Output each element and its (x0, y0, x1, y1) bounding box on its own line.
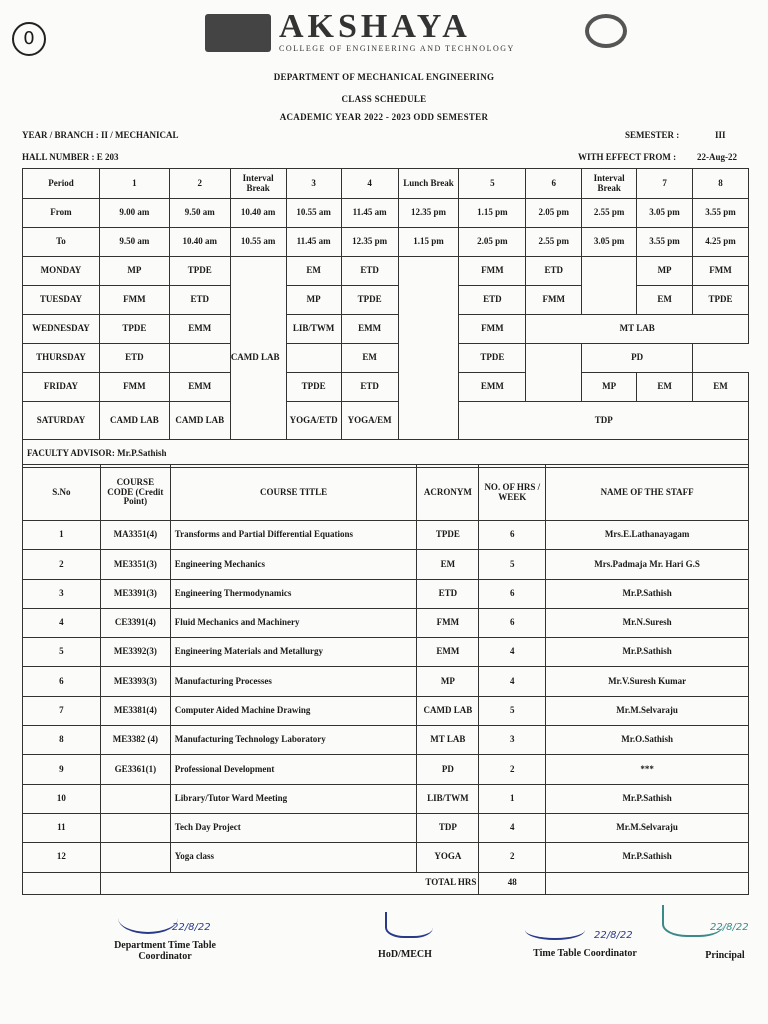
course-title-cell: Transforms and Partial Differential Equations (170, 521, 417, 550)
hours-cell: 1 (479, 784, 546, 813)
sno-cell: 9 (23, 755, 101, 784)
course-title-cell: Engineering Thermodynamics (170, 579, 417, 608)
course-code-cell: ME3391(3) (100, 579, 170, 608)
acronym-cell: MT LAB (417, 726, 479, 755)
course-title-cell: Tech Day Project (170, 813, 417, 842)
sno-cell: 1 (23, 521, 101, 550)
hours-cell: 2 (479, 843, 546, 872)
logo-badge-icon (205, 14, 271, 52)
timetable (22, 168, 749, 468)
day-row-monday: MONDAY MP TPDE EM ETD FMM ETD MP FMM (23, 257, 749, 286)
staff-cell: Mr.V.Suresh Kumar (546, 667, 749, 696)
hours-cell: 4 (479, 638, 546, 667)
course-title-cell: Engineering Mechanics (170, 550, 417, 579)
from-row: From 9.00 am 9.50 am 10.40 am 10.55 am 11.45 am 12.35 pm 1.15 pm 2.05 pm 2.55 pm 3.05 pm 3.55 pm (23, 199, 749, 228)
course-row (23, 638, 749, 667)
hours-cell: 6 (479, 608, 546, 637)
course-row (23, 755, 749, 784)
course-row (23, 521, 749, 550)
dept-coordinator-label: Department Time Table Coordinator (114, 940, 216, 962)
staff-cell: Mr.P.Sathish (546, 638, 749, 667)
signature-mark-2 (385, 912, 433, 938)
course-row (23, 667, 749, 696)
staff-cell: Mr.P.Sathish (546, 784, 749, 813)
day-row-saturday: SATURDAY CAMD LAB CAMD LAB YOGA/ETD YOGA/EM TDP (23, 402, 749, 440)
sno-cell: 3 (23, 579, 101, 608)
course-title-cell: Manufacturing Processes (170, 667, 417, 696)
total-row (23, 872, 749, 894)
course-code-cell: ME3381(4) (100, 696, 170, 725)
sign-date-2: 22/8/22 (594, 930, 633, 941)
acronym-cell: YOGA (417, 843, 479, 872)
total-value: 48 (479, 872, 546, 894)
course-code-cell: ME3351(3) (100, 550, 170, 579)
day-row-friday: FRIDAY FMM EMM TPDE ETD EMM MP EM EM (23, 373, 749, 402)
course-row (23, 608, 749, 637)
interval-break-cell-2 (582, 257, 637, 315)
acronym-cell: PD (417, 755, 479, 784)
staff-cell: Mrs.Padmaja Mr. Hari G.S (546, 550, 749, 579)
acronym-cell: MP (417, 667, 479, 696)
day-row-tuesday: TUESDAY FMM ETD MP TPDE ETD FMM EM TPDE (23, 286, 749, 315)
acronym-cell: EM (417, 550, 479, 579)
faculty-advisor: FACULTY ADVISOR: Mr.P.Sathish (23, 440, 749, 468)
day-row-wednesday: WEDNESDAY TPDE EMM LIB/TWM EMM FMM MT LAB (23, 315, 749, 344)
signature-mark-3 (525, 920, 585, 940)
acronym-cell: EMM (417, 638, 479, 667)
course-row (23, 813, 749, 842)
page-mark: 0 (12, 22, 46, 56)
course-title-cell: Computer Aided Machine Drawing (170, 696, 417, 725)
course-row (23, 696, 749, 725)
sno-cell: 7 (23, 696, 101, 725)
sign-date-1: 22/8/22 (172, 922, 211, 933)
sno-cell: 2 (23, 550, 101, 579)
course-title-cell: Fluid Mechanics and Machinery (170, 608, 417, 637)
acronym-cell: TPDE (417, 521, 479, 550)
course-title-cell: Manufacturing Technology Laboratory (170, 726, 417, 755)
course-code-cell (100, 784, 170, 813)
academic-year: ACADEMIC YEAR 2022 - 2023 ODD SEMESTER (279, 112, 489, 122)
principal-label: Principal (705, 950, 745, 961)
staff-cell: Mrs.E.Lathanayagam (546, 521, 749, 550)
hours-cell: 5 (479, 696, 546, 725)
sno-cell: 11 (23, 813, 101, 842)
course-title-cell: Yoga class (170, 843, 417, 872)
semester-label: SEMESTER : (625, 130, 680, 140)
hours-cell: 4 (479, 667, 546, 696)
sno-cell: 12 (23, 843, 101, 872)
staff-cell: Mr.P.Sathish (546, 843, 749, 872)
college-subtitle: COLLEGE OF ENGINEERING AND TECHNOLOGY (279, 44, 515, 53)
course-code-cell: ME3382 (4) (100, 726, 170, 755)
total-label: TOTAL HRS (100, 872, 478, 894)
emblem-icon (585, 14, 627, 48)
course-title-cell: Engineering Materials and Metallurgy (170, 638, 417, 667)
acronym-cell: FMM (417, 608, 479, 637)
acronym-cell: LIB/TWM (417, 784, 479, 813)
course-row (23, 579, 749, 608)
year-branch: YEAR / BRANCH : II / MECHANICAL (22, 130, 179, 140)
course-code-cell: GE3361(1) (100, 755, 170, 784)
course-row (23, 843, 749, 872)
acronym-cell: CAMD LAB (417, 696, 479, 725)
acronym-cell: ETD (417, 579, 479, 608)
doc-title: CLASS SCHEDULE (341, 94, 427, 104)
course-code-cell: ME3392(3) (100, 638, 170, 667)
effect-value: 22-Aug-22 (697, 152, 737, 162)
to-row: To 9.50 am 10.40 am 10.55 am 11.45 am 12.35 pm 1.15 pm 2.05 pm 2.55 pm 3.05 pm 3.55 pm 4.25 pm (23, 228, 749, 257)
course-code-cell: CE3391(4) (100, 608, 170, 637)
hours-cell: 5 (479, 550, 546, 579)
course-title-cell: Library/Tutor Ward Meeting (170, 784, 417, 813)
course-row (23, 784, 749, 813)
staff-cell: Mr.P.Sathish (546, 579, 749, 608)
course-header-row: S.No COURSE CODE (Credit Point) COURSE TITLE ACRONYM NO. OF HRS / WEEK NAME OF THE STAFF (23, 465, 749, 521)
hod-label: HoD/MECH (378, 949, 432, 960)
effect-label: WITH EFFECT FROM : (578, 152, 677, 162)
course-row (23, 726, 749, 755)
semester-value: III (715, 130, 726, 140)
course-code-cell: MA3351(4) (100, 521, 170, 550)
course-code-cell (100, 813, 170, 842)
course-title-cell: Professional Development (170, 755, 417, 784)
staff-cell: Mr.M.Selvaraju (546, 696, 749, 725)
staff-cell: Mr.O.Sathish (546, 726, 749, 755)
hours-cell: 4 (479, 813, 546, 842)
hours-cell: 6 (479, 521, 546, 550)
sno-cell: 6 (23, 667, 101, 696)
staff-cell: Mr.N.Suresh (546, 608, 749, 637)
period-row: Period 1 2 Interval Break 3 4 Lunch Break 5 6 Interval Break 7 8 (23, 169, 749, 199)
acronym-cell: TDP (417, 813, 479, 842)
hall-number: HALL NUMBER : E 203 (22, 152, 119, 162)
sno-cell: 10 (23, 784, 101, 813)
hours-cell: 3 (479, 726, 546, 755)
staff-cell: Mr.M.Selvaraju (546, 813, 749, 842)
day-row-thursday: THURSDAY ETD CAMD LAB EM TPDE PD (23, 344, 749, 373)
course-code-cell (100, 843, 170, 872)
college-name: AKSHAYA (279, 8, 471, 45)
sno-cell: 8 (23, 726, 101, 755)
sno-cell: 5 (23, 638, 101, 667)
department-title: DEPARTMENT OF MECHANICAL ENGINEERING (273, 72, 495, 82)
sign-date-3: 22/8/22 (710, 922, 749, 933)
hours-cell: 6 (479, 579, 546, 608)
course-row (23, 550, 749, 579)
lunch-break-cell (398, 257, 459, 440)
tt-coordinator-label: Time Table Coordinator (533, 948, 637, 959)
course-code-cell: ME3393(3) (100, 667, 170, 696)
signature-mark-1 (118, 902, 178, 934)
college-logo (205, 8, 565, 58)
course-table (22, 464, 749, 895)
staff-cell: *** (546, 755, 749, 784)
hours-cell: 2 (479, 755, 546, 784)
sno-cell: 4 (23, 608, 101, 637)
